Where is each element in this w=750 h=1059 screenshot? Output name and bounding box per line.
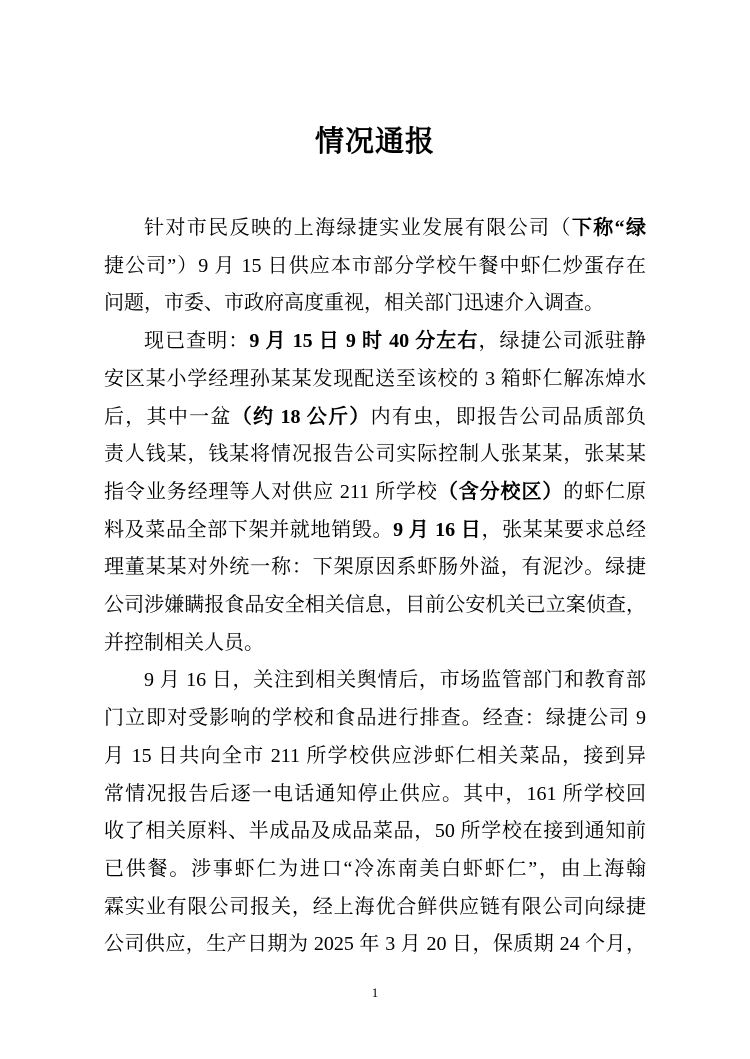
regular-text: 理董某某对外统一称：下架原因系虾肠外溢，有泥沙。绿捷 <box>104 556 646 579</box>
regular-text: 并控制相关人员。 <box>104 631 264 654</box>
regular-text: 责人钱某，钱某将情况报告公司实际控制人张某某，张某某 <box>104 443 646 466</box>
text-line <box>104 851 646 889</box>
text-line <box>104 662 646 700</box>
text-line <box>104 889 646 927</box>
regular-text: ，绿捷公司派驻静 <box>478 330 647 353</box>
regular-text: 公司供应，生产日期为 2025 年 3 月 20 日，保质期 24 个月， <box>104 933 646 956</box>
regular-text: 后，其中一盆 <box>104 405 232 428</box>
regular-text: 针对市民反映的上海绿捷实业发展有限公司（ <box>144 217 572 239</box>
bold-text: 9 月 15 日 9 时 40 分左右 <box>249 330 479 353</box>
bold-text: 9 月 16 日 <box>393 518 482 541</box>
regular-text: 收了相关原料、半成品及成品菜品，50 所学校在接到通知前 <box>104 820 646 843</box>
bold-text: （含分校区） <box>437 480 564 503</box>
regular-text: 现已查明： <box>144 330 250 353</box>
regular-text: 捷公司”）9 月 15 日供应本市部分学校午餐中虾仁炒蛋存在 <box>104 254 646 277</box>
text-line <box>104 248 646 286</box>
regular-text: 霖实业有限公司报关，经上海优合鲜供应链有限公司向绿捷 <box>104 895 646 918</box>
document-title: 情况通报 <box>314 126 435 158</box>
regular-text: 的虾仁原 <box>563 480 647 503</box>
regular-text: 料及菜品全部下架并就地销毁。 <box>104 518 394 541</box>
text-line <box>104 474 646 512</box>
bold-text: （约 18 公斤） <box>231 405 371 428</box>
regular-text: 已供餐。涉事虾仁为进口“冷冻南美白虾虾仁”，由上海翰 <box>104 857 646 880</box>
text-line <box>104 738 646 776</box>
regular-text: ，张某某要求总经 <box>481 518 647 541</box>
text-line <box>104 549 646 587</box>
text-line <box>104 285 646 323</box>
regular-text: 问题，市委、市政府高度重视，相关部门迅速介入调查。 <box>104 292 604 315</box>
regular-text: 月 15 日共向全市 211 所学校供应涉虾仁相关菜品，接到异 <box>104 744 646 767</box>
text-line <box>104 436 646 474</box>
document-body <box>104 210 646 964</box>
bold-text: 下称“绿 <box>571 217 647 239</box>
text-line <box>104 361 646 399</box>
text-line <box>104 813 646 851</box>
text-line <box>104 776 646 814</box>
regular-text: 安区某小学经理孙某某发现配送至该校的 3 箱虾仁解冻焯水 <box>104 367 646 390</box>
text-line <box>104 587 646 625</box>
text-line <box>104 926 646 964</box>
text-line <box>104 323 646 361</box>
text-line <box>104 399 646 437</box>
regular-text: 门立即对受影响的学校和食品进行排查。经查：绿捷公司 9 <box>104 707 646 730</box>
text-line <box>104 700 646 738</box>
text-line <box>104 210 646 248</box>
text-line <box>104 625 646 663</box>
regular-text: 9 月 16 日，关注到相关舆情后，市场监管部门和教育部 <box>144 669 646 692</box>
regular-text: 公司涉嫌瞒报食品安全相关信息，目前公安机关已立案侦查， <box>104 594 646 617</box>
text-line <box>104 512 646 550</box>
regular-text: 内有虫，即报告公司品质部负 <box>370 405 647 428</box>
regular-text: 指令业务经理等人对供应 211 所学校 <box>104 480 438 503</box>
regular-text: 常情况报告后逐一电话通知停止供应。其中，161 所学校回 <box>104 782 646 805</box>
page-number: 1 <box>371 985 379 1000</box>
